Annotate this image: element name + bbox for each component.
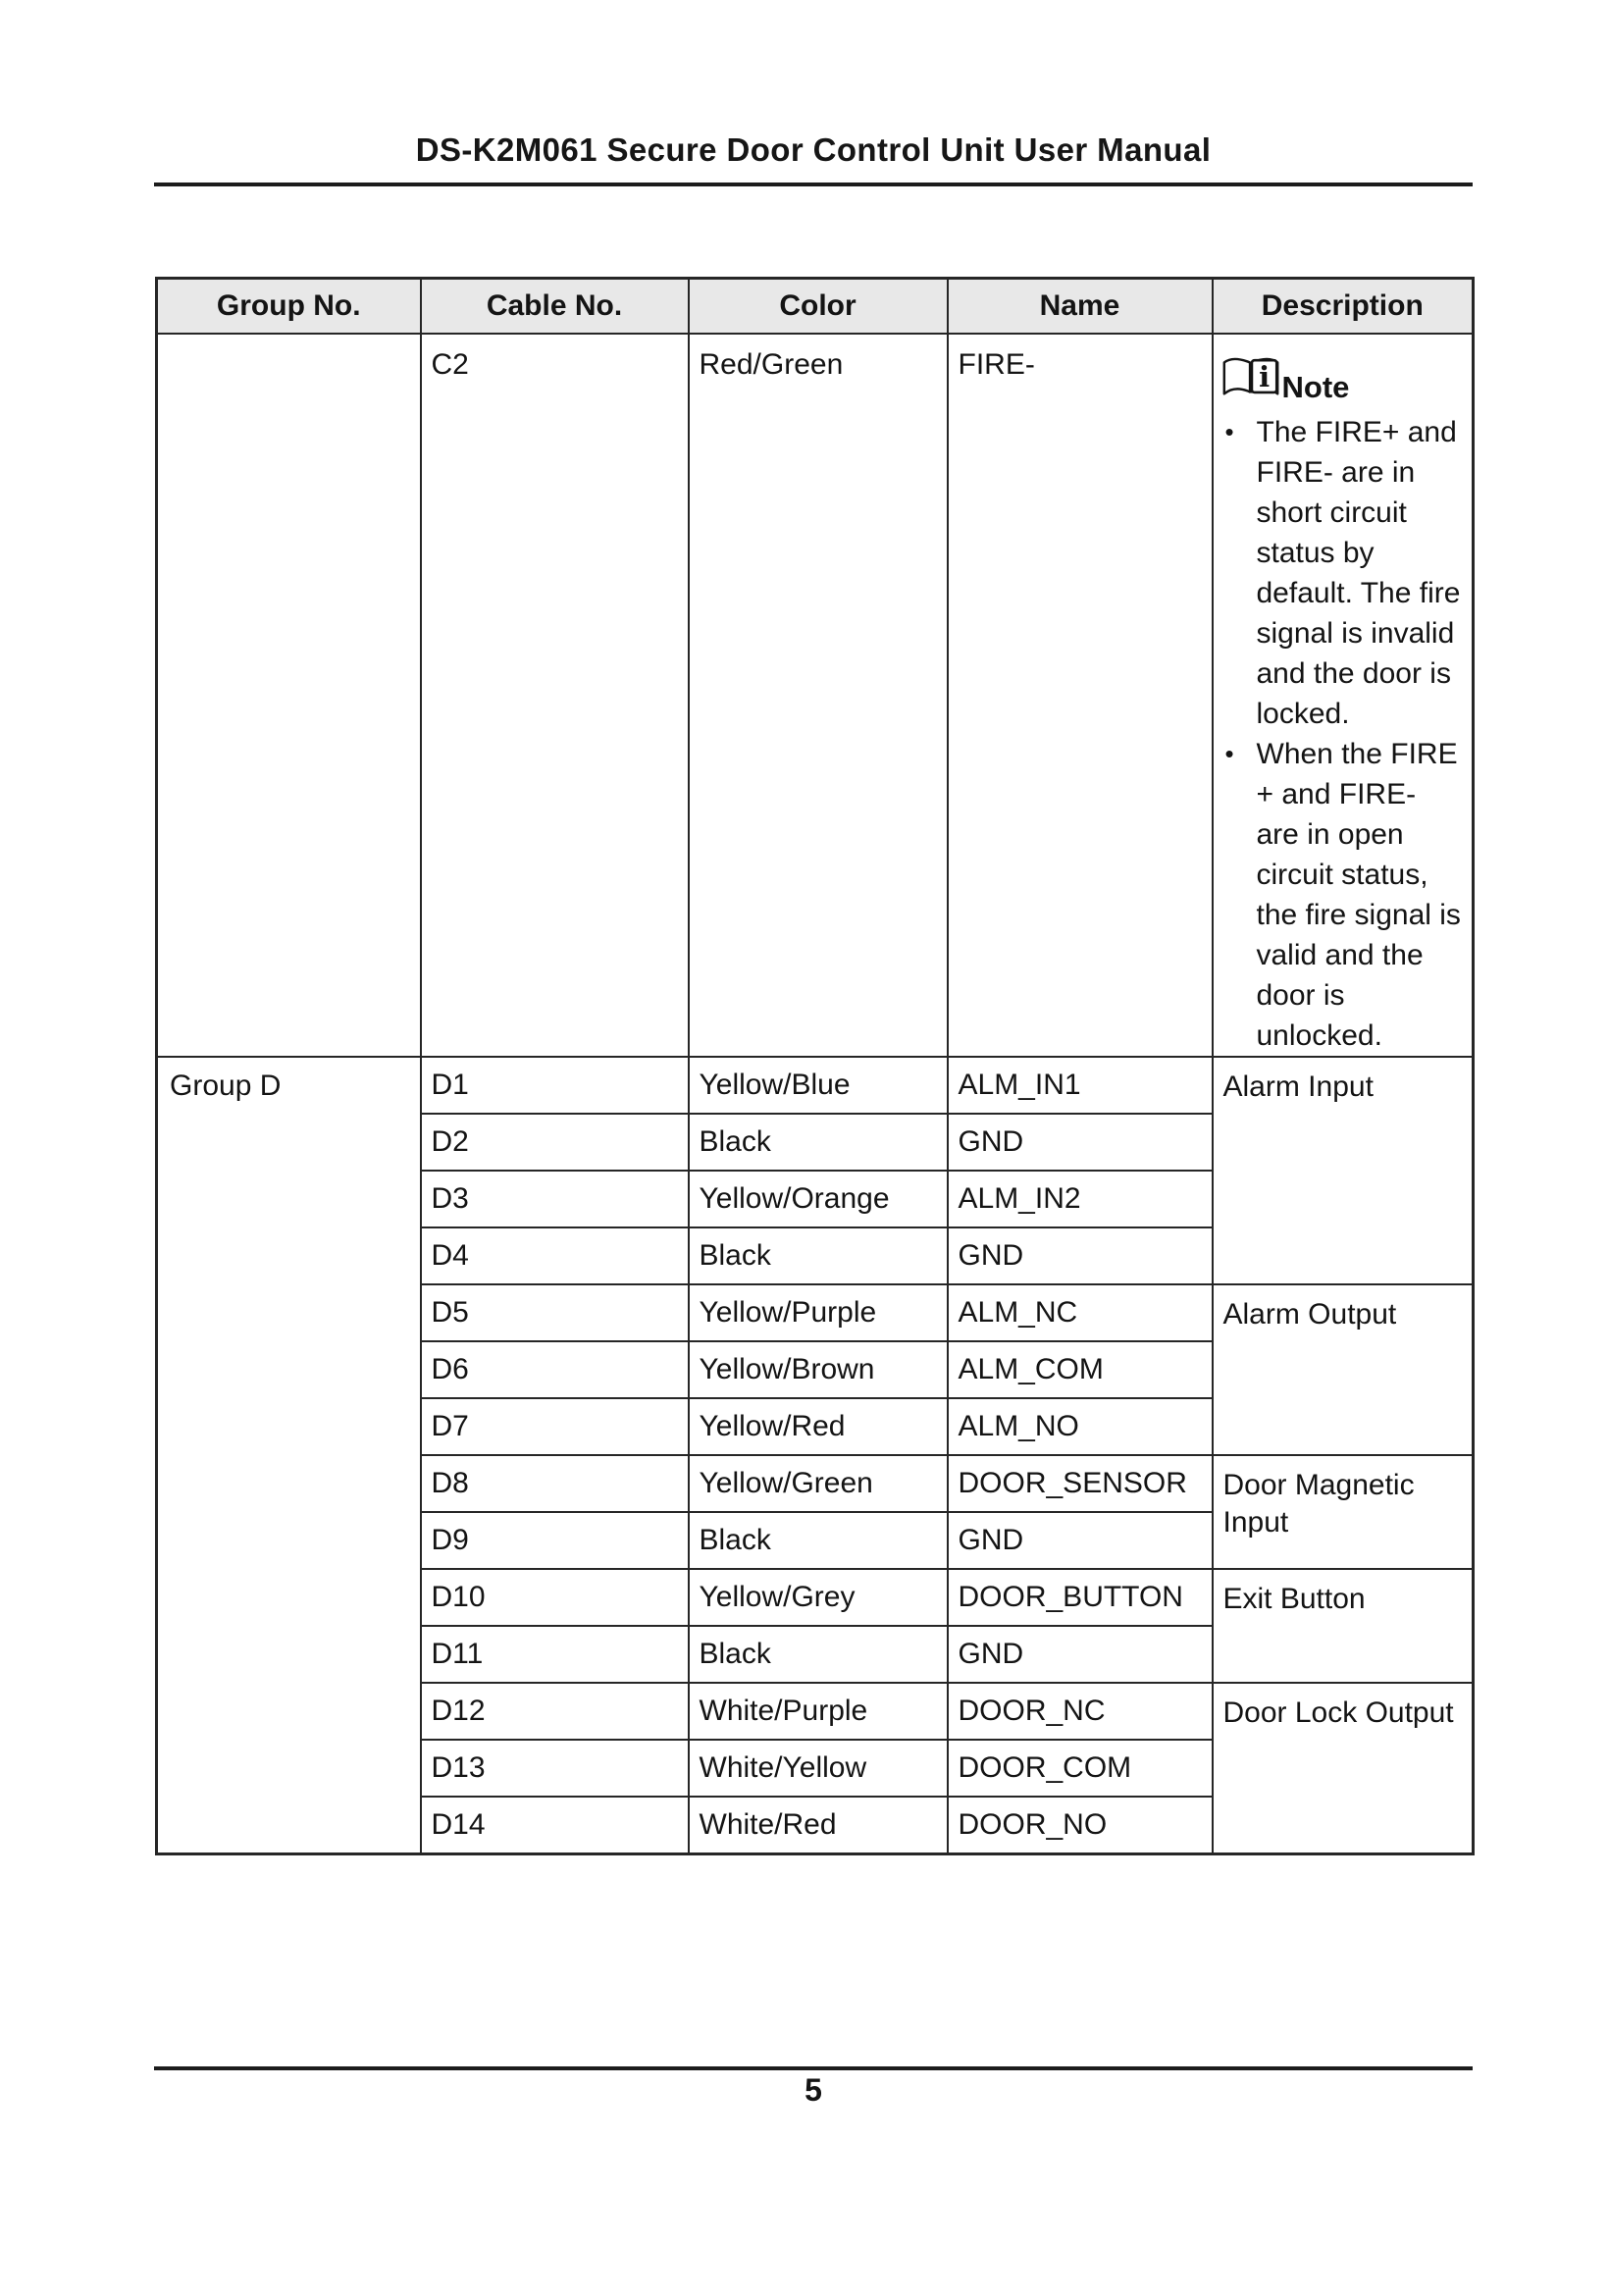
color-cell: White/Red [689, 1797, 948, 1853]
column-header-cable-no: Cable No. [421, 279, 689, 335]
name-cell: DOOR_COM [948, 1740, 1213, 1797]
note-bullet-item [1221, 412, 1465, 734]
name-cell: DOOR_NC [948, 1683, 1213, 1740]
wiring-table [155, 277, 1475, 1855]
name-cell: DOOR_NO [948, 1797, 1213, 1853]
page-title: DS-K2M061 Secure Door Control Unit User Manual [415, 131, 1212, 168]
name-cell: ALM_NO [948, 1398, 1213, 1455]
note-header [1221, 354, 1465, 404]
color-cell: Yellow/Grey [689, 1569, 948, 1626]
name-cell: DOOR_BUTTON [948, 1569, 1213, 1626]
color-cell: Black [689, 1512, 948, 1569]
color-cell: Red/Green [689, 334, 948, 1057]
table-row-d1 [157, 1057, 1474, 1114]
description-cell-door-magnetic-input: Door Magnetic Input [1213, 1455, 1474, 1569]
name-cell: GND [948, 1114, 1213, 1171]
name-cell: FIRE- [948, 334, 1213, 1057]
name-cell: ALM_IN2 [948, 1171, 1213, 1227]
cable-cell: D9 [421, 1512, 689, 1569]
cable-cell: D10 [421, 1569, 689, 1626]
cable-cell: D11 [421, 1626, 689, 1683]
color-cell: Black [689, 1227, 948, 1284]
column-header-description: Description [1213, 279, 1474, 335]
column-header-color: Color [689, 279, 948, 335]
name-cell: DOOR_SENSOR [948, 1455, 1213, 1512]
description-cell-door-lock-output: Door Lock Output [1213, 1683, 1474, 1853]
name-cell: ALM_NC [948, 1284, 1213, 1341]
color-cell: Black [689, 1626, 948, 1683]
note-bullet-item [1221, 734, 1465, 1056]
cable-cell: D12 [421, 1683, 689, 1740]
footer-divider [154, 2066, 1473, 2070]
color-cell: Black [689, 1114, 948, 1171]
description-cell-alarm-input: Alarm Input [1213, 1057, 1474, 1284]
description-cell-exit-button: Exit Button [1213, 1569, 1474, 1683]
cable-cell: D7 [421, 1398, 689, 1455]
cable-cell: D4 [421, 1227, 689, 1284]
table-row-c2 [157, 334, 1474, 1057]
color-cell: Yellow/Blue [689, 1057, 948, 1114]
note-bullet-text: When the FIRE + and FIRE- are in open circuit status, the fire signal is valid and the door is unlocked. [1256, 738, 1461, 1052]
bullet-marker: • [1224, 739, 1234, 768]
note-bullet-list [1221, 412, 1465, 1056]
name-cell: GND [948, 1626, 1213, 1683]
note-book-icon [1221, 354, 1280, 399]
bullet-marker: • [1224, 417, 1234, 446]
color-cell: Yellow/Red [689, 1398, 948, 1455]
cable-cell: D13 [421, 1740, 689, 1797]
name-cell: GND [948, 1227, 1213, 1284]
table-header-row [157, 279, 1474, 335]
cable-cell: D6 [421, 1341, 689, 1398]
note-block [1221, 354, 1465, 1056]
header-divider [154, 183, 1473, 186]
cable-cell: D14 [421, 1797, 689, 1853]
description-cell-alarm-output: Alarm Output [1213, 1284, 1474, 1455]
color-cell: Yellow/Orange [689, 1171, 948, 1227]
note-bullet-text: The FIRE+ and FIRE- are in short circuit status by default. The fire signal is invalid and the door is locked. [1256, 416, 1461, 730]
cable-cell: D8 [421, 1455, 689, 1512]
cable-cell: C2 [421, 334, 689, 1057]
group-cell-group-d: Group D [157, 1057, 421, 1853]
note-title: Note [1281, 370, 1350, 404]
color-cell: White/Yellow [689, 1740, 948, 1797]
cable-cell: D1 [421, 1057, 689, 1114]
column-header-group-no: Group No. [157, 279, 421, 335]
color-cell: Yellow/Purple [689, 1284, 948, 1341]
color-cell: Yellow/Brown [689, 1341, 948, 1398]
name-cell: ALM_COM [948, 1341, 1213, 1398]
cable-cell: D3 [421, 1171, 689, 1227]
column-header-name: Name [948, 279, 1213, 335]
cable-cell: D5 [421, 1284, 689, 1341]
group-cell-empty [157, 334, 421, 1057]
svg-text:i: i [1258, 359, 1270, 393]
color-cell: Yellow/Green [689, 1455, 948, 1512]
color-cell: White/Purple [689, 1683, 948, 1740]
cable-cell: D2 [421, 1114, 689, 1171]
description-cell-note [1213, 334, 1474, 1057]
name-cell: ALM_IN1 [948, 1057, 1213, 1114]
page-number: 5 [804, 2072, 822, 2108]
name-cell: GND [948, 1512, 1213, 1569]
